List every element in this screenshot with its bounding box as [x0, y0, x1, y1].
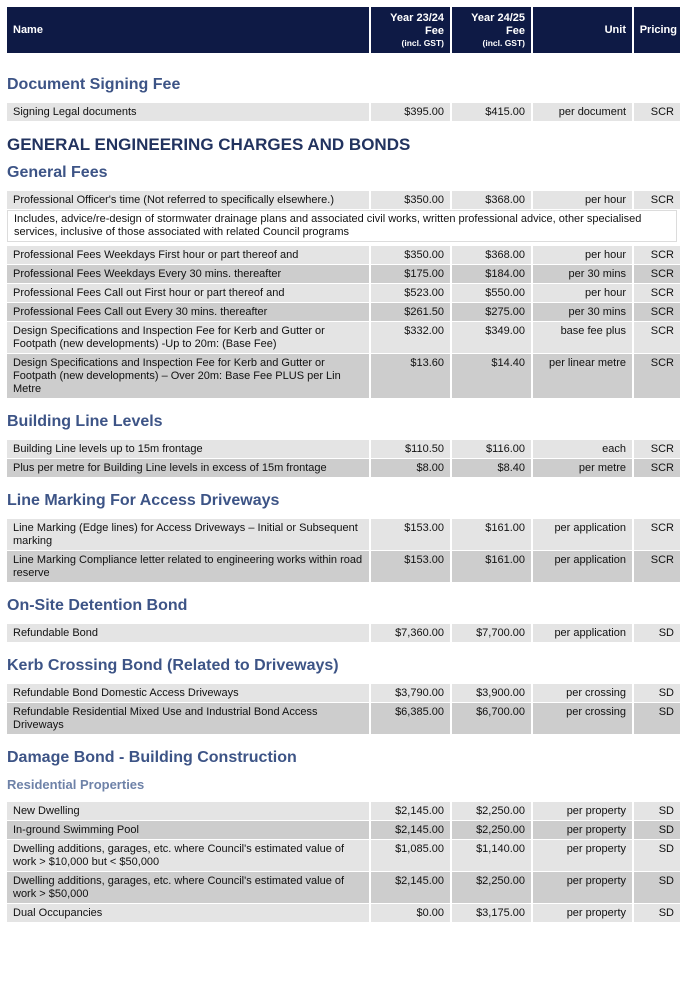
row-name: Dual Occupancies	[7, 904, 369, 922]
row-unit: per hour	[533, 191, 632, 209]
row-pricing: SD	[634, 821, 680, 839]
row-pricing: SCR	[634, 103, 680, 121]
row-name: Design Specifications and Inspection Fee for Kerb and Gutter or Footpath (new developments) -Up to 20m: (Base Fee)	[7, 322, 369, 353]
rows-kerb-crossing	[7, 684, 677, 734]
row-name: Professional Officer's time (Not referred to specifically elsewhere.)	[7, 191, 369, 209]
row-unit: per crossing	[533, 684, 632, 702]
row-fee-2324: $2,145.00	[371, 821, 450, 839]
row-name: New Dwelling	[7, 802, 369, 820]
row-unit: per application	[533, 519, 632, 550]
section-title-line-marking: Line Marking For Access Driveways	[7, 492, 280, 509]
header-year-2324-gst: (incl. GST)	[401, 37, 444, 48]
row-fee-2425: $116.00	[452, 440, 531, 458]
row-fee-2425: $2,250.00	[452, 802, 531, 820]
rows-damage-bond	[7, 802, 677, 922]
table-header	[7, 7, 677, 53]
row-pricing: SD	[634, 802, 680, 820]
rows-onsite-detention	[7, 624, 677, 642]
row-unit: per 30 mins	[533, 303, 632, 321]
table-row	[7, 354, 677, 398]
header-year-2425-gst: (incl. GST)	[482, 37, 525, 48]
row-name: Building Line levels up to 15m frontage	[7, 440, 369, 458]
row-fee-2324: $332.00	[371, 322, 450, 353]
subsection-title-residential: Residential Properties	[7, 777, 145, 792]
table-row	[7, 904, 677, 922]
row-fee-2324: $523.00	[371, 284, 450, 302]
row-name: Refundable Bond	[7, 624, 369, 642]
table-row	[7, 303, 677, 321]
table-row	[7, 322, 677, 353]
row-fee-2425: $3,900.00	[452, 684, 531, 702]
row-name: Line Marking Compliance letter related to engineering works within road reserve	[7, 551, 369, 582]
table-row	[7, 840, 677, 871]
row-pricing: SD	[634, 904, 680, 922]
table-row	[7, 551, 677, 582]
fee-schedule	[7, 7, 677, 922]
row-fee-2425: $14.40	[452, 354, 531, 398]
table-row	[7, 684, 677, 702]
row-name: Refundable Bond Domestic Access Driveways	[7, 684, 369, 702]
row-pricing: SCR	[634, 354, 680, 398]
row-fee-2425: $6,700.00	[452, 703, 531, 734]
header-year-2425-fee: Fee	[506, 24, 525, 37]
row-name: Design Specifications and Inspection Fee for Kerb and Gutter or Footpath (new developments) – Over 20m: Base Fee PLUS per Lin Metre	[7, 354, 369, 398]
header-year-2425-label: Year 24/25	[471, 11, 525, 24]
table-row	[7, 459, 677, 477]
row-fee-2425: $7,700.00	[452, 624, 531, 642]
header-year-2324-label: Year 23/24	[390, 11, 444, 24]
table-row	[7, 872, 677, 903]
row-fee-2324: $153.00	[371, 551, 450, 582]
section-title-document-signing: Document Signing Fee	[7, 76, 181, 93]
table-row	[7, 821, 677, 839]
row-pricing: SCR	[634, 519, 680, 550]
row-fee-2425: $8.40	[452, 459, 531, 477]
table-row	[7, 519, 677, 550]
row-pricing: SCR	[634, 440, 680, 458]
table-row	[7, 703, 677, 734]
row-fee-2324: $350.00	[371, 191, 450, 209]
row-unit: per crossing	[533, 703, 632, 734]
row-name: Dwelling additions, garages, etc. where Council's estimated value of work > $10,000 but < $50,000	[7, 840, 369, 871]
row-fee-2425: $415.00	[452, 103, 531, 121]
table-row	[7, 246, 677, 264]
section-title-damage-bond: Damage Bond - Building Construction	[7, 749, 297, 766]
row-unit: per property	[533, 840, 632, 871]
section-title-general-fees: General Fees	[7, 164, 108, 181]
row-pricing: SCR	[634, 246, 680, 264]
rows-building-line	[7, 440, 677, 477]
row-pricing: SD	[634, 703, 680, 734]
row-pricing: SD	[634, 684, 680, 702]
row-fee-2324: $3,790.00	[371, 684, 450, 702]
row-unit: each	[533, 440, 632, 458]
row-fee-2324: $395.00	[371, 103, 450, 121]
row-fee-2324: $7,360.00	[371, 624, 450, 642]
row-fee-2425: $2,250.00	[452, 872, 531, 903]
row-fee-2324: $2,145.00	[371, 802, 450, 820]
main-heading: GENERAL ENGINEERING CHARGES AND BONDS	[7, 135, 411, 154]
row-fee-2324: $350.00	[371, 246, 450, 264]
row-unit: per application	[533, 624, 632, 642]
row-fee-2425: $368.00	[452, 246, 531, 264]
section-title-building-line: Building Line Levels	[7, 413, 163, 430]
section-title-kerb-crossing: Kerb Crossing Bond (Related to Driveways)	[7, 657, 339, 674]
row-name: Dwelling additions, garages, etc. where Council's estimated value of work > $50,000	[7, 872, 369, 903]
row-unit: base fee plus	[533, 322, 632, 353]
row-fee-2324: $13.60	[371, 354, 450, 398]
row-fee-2324: $6,385.00	[371, 703, 450, 734]
header-year-2425	[452, 7, 531, 53]
header-year-2324	[371, 7, 450, 53]
row-unit: per 30 mins	[533, 265, 632, 283]
row-unit: per property	[533, 802, 632, 820]
row-unit: per property	[533, 872, 632, 903]
table-row	[7, 284, 677, 302]
header-name: Name	[7, 7, 369, 53]
row-fee-2324: $175.00	[371, 265, 450, 283]
row-unit: per hour	[533, 284, 632, 302]
general-fees-note: Includes, advice/re-design of stormwater drainage plans and associated civil works, written professional advice, other specialised services, inclusive of those associated with related Council programs	[7, 210, 677, 242]
row-unit: per application	[533, 551, 632, 582]
row-unit: per property	[533, 821, 632, 839]
table-row	[7, 440, 677, 458]
row-fee-2324: $110.50	[371, 440, 450, 458]
row-name: Professional Fees Call out First hour or part thereof and	[7, 284, 369, 302]
row-fee-2324: $8.00	[371, 459, 450, 477]
row-unit: per linear metre	[533, 354, 632, 398]
row-unit: per document	[533, 103, 632, 121]
table-row	[7, 265, 677, 283]
row-fee-2425: $550.00	[452, 284, 531, 302]
header-pricing: Pricing	[634, 7, 680, 53]
row-fee-2425: $349.00	[452, 322, 531, 353]
row-pricing: SCR	[634, 303, 680, 321]
row-pricing: SD	[634, 872, 680, 903]
row-unit: per metre	[533, 459, 632, 477]
row-fee-2324: $0.00	[371, 904, 450, 922]
table-row	[7, 802, 677, 820]
row-fee-2425: $161.00	[452, 519, 531, 550]
row-name: Professional Fees Weekdays First hour or part thereof and	[7, 246, 369, 264]
row-pricing: SCR	[634, 284, 680, 302]
table-row	[7, 103, 677, 121]
row-pricing: SCR	[634, 459, 680, 477]
row-fee-2425: $275.00	[452, 303, 531, 321]
row-pricing: SD	[634, 840, 680, 871]
section-title-onsite-detention: On-Site Detention Bond	[7, 597, 188, 614]
row-fee-2425: $2,250.00	[452, 821, 531, 839]
row-fee-2425: $3,175.00	[452, 904, 531, 922]
row-name: Line Marking (Edge lines) for Access Driveways – Initial or Subsequent marking	[7, 519, 369, 550]
row-name: Refundable Residential Mixed Use and Industrial Bond Access Driveways	[7, 703, 369, 734]
row-unit: per hour	[533, 246, 632, 264]
row-fee-2324: $2,145.00	[371, 872, 450, 903]
table-row	[7, 624, 677, 642]
row-pricing: SD	[634, 624, 680, 642]
header-unit: Unit	[533, 7, 632, 53]
row-fee-2324: $153.00	[371, 519, 450, 550]
row-name: Professional Fees Weekdays Every 30 mins. thereafter	[7, 265, 369, 283]
rows-line-marking	[7, 519, 677, 582]
header-year-2324-fee: Fee	[425, 24, 444, 37]
row-name: In-ground Swimming Pool	[7, 821, 369, 839]
row-fee-2425: $368.00	[452, 191, 531, 209]
table-row	[7, 191, 677, 209]
rows-general-fees	[7, 191, 677, 398]
row-pricing: SCR	[634, 322, 680, 353]
row-pricing: SCR	[634, 265, 680, 283]
row-pricing: SCR	[634, 551, 680, 582]
row-unit: per property	[533, 904, 632, 922]
row-fee-2324: $1,085.00	[371, 840, 450, 871]
row-name: Professional Fees Call out Every 30 mins. thereafter	[7, 303, 369, 321]
rows-document-signing	[7, 103, 677, 121]
row-fee-2425: $184.00	[452, 265, 531, 283]
row-name: Signing Legal documents	[7, 103, 369, 121]
row-fee-2324: $261.50	[371, 303, 450, 321]
row-fee-2425: $1,140.00	[452, 840, 531, 871]
row-name: Plus per metre for Building Line levels in excess of 15m frontage	[7, 459, 369, 477]
row-fee-2425: $161.00	[452, 551, 531, 582]
row-pricing: SCR	[634, 191, 680, 209]
